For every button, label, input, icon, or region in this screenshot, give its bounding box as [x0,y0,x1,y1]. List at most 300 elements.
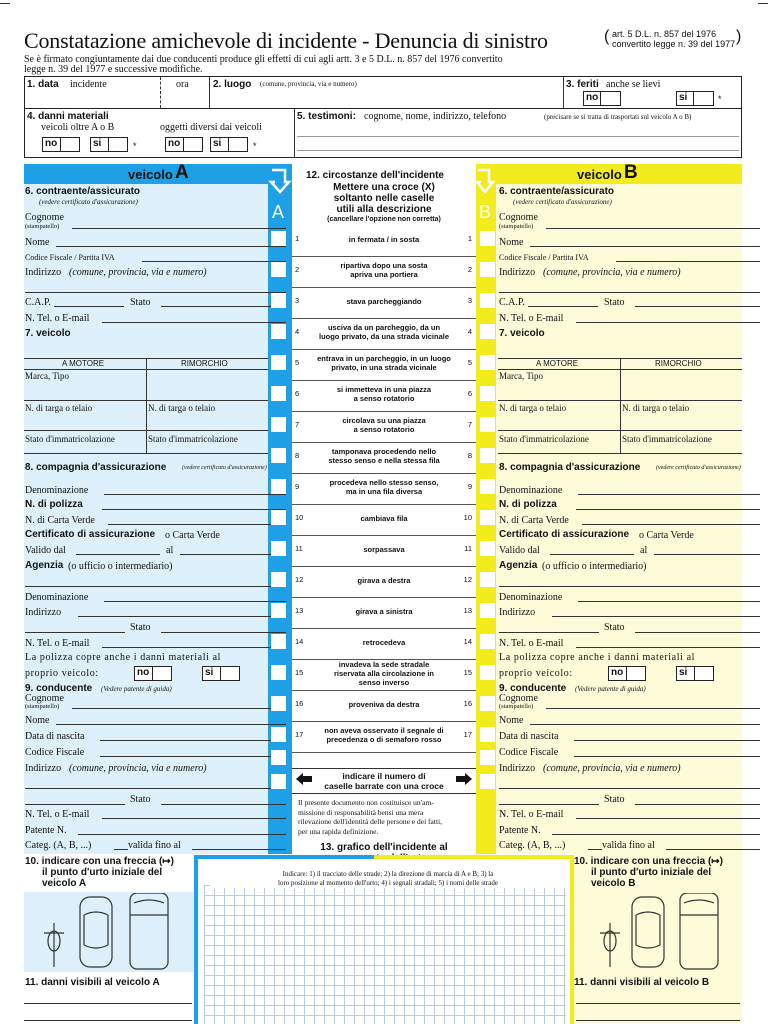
row-divider [498,430,742,431]
valido-dal-label: Valido dal [25,545,66,556]
veicoli-oltre-label: veicoli oltre A o B [41,122,115,133]
column-divider [146,358,147,453]
circumstance-line: usciva da un parcheggio, da un [327,323,441,332]
sketch-grid[interactable] [204,885,566,1024]
circumstance-6-b-checkbox[interactable] [480,386,495,401]
cap-label: C.A.P. [25,297,51,308]
circumstance-divider [292,504,476,505]
impact-b-label-1: 10. indicare con una freccia (↦) [574,856,723,867]
circumstance-8-b-checkbox[interactable] [480,448,495,463]
circumstance-10-b-checkbox[interactable] [480,510,495,525]
law-ref-1: art. 5 D.L. n. 857 del 1976 [612,29,717,39]
polizza-field[interactable] [576,509,760,510]
polizza-field[interactable] [102,509,286,510]
agenzia-denominazione-field[interactable] [578,601,760,602]
count-box-b[interactable] [480,774,495,789]
circumstance-number-b: 9 [467,482,472,491]
conducente-tel-label: N. Tel. o E-mail [499,809,564,820]
veicoli-si-box[interactable] [108,137,128,152]
sketch-hint [210,870,566,888]
no-label: no [586,92,599,103]
polizza-label: N. di polizza [499,499,557,510]
circumstance-5-b-checkbox[interactable] [480,355,495,370]
circumstance-number-a: 11 [295,544,303,553]
agenzia-indirizzo-field[interactable] [552,616,760,617]
agenzia-field[interactable] [499,586,760,587]
damage-b-line[interactable] [576,1003,740,1004]
copertura-si-box[interactable] [694,666,714,681]
conducente-hint: (Vedere patente di guida) [101,685,172,693]
categoria-field[interactable] [114,849,128,850]
damage-b-line[interactable] [576,1020,740,1021]
circumstance-17-b-checkbox[interactable] [480,727,495,742]
circumstance-number-a: 1 [295,234,300,243]
conducente-cf-label: Codice Fiscale [499,747,559,758]
luogo-divider [209,77,210,108]
circumstance-11-b-checkbox[interactable] [480,541,495,556]
circumstance-1-b-checkbox[interactable] [480,231,495,246]
circumstance-number-b: 5 [467,358,472,367]
circumstance-number-a: 2 [295,265,300,274]
circumstance-line: entrava in un parcheggio, in un luogo [317,354,451,363]
conducente-stato-label: Stato [604,794,625,805]
conducente-indirizzo-hint: (comune, provincia, via e numero) [543,763,681,774]
conducente-tel-field[interactable] [576,818,760,819]
denominazione-field[interactable] [578,494,760,495]
indirizzo-label: Indirizzo [25,267,62,278]
vehicle-a-bar-letter: A [272,202,285,222]
luogo-label: 2. luogo [213,79,252,90]
cognome-field[interactable] [72,228,286,229]
circumstance-line: non aveva osservato il segnale di [324,726,444,735]
agenzia-stato-field[interactable] [161,632,286,633]
circumstance-divider [292,535,476,536]
a-motore-header: A MOTORE [536,359,579,368]
no-label: no [137,667,150,678]
damage-b-label: 11. danni visibili al veicolo B [574,977,710,988]
circumstance-7-a-checkbox[interactable] [271,417,286,432]
circumstance-13-label [312,607,456,616]
indirizzo-field[interactable] [499,292,760,293]
circumstance-15-b-checkbox[interactable] [480,665,495,680]
circumstance-number-a: 16 [295,699,304,708]
conducente-cognome-field[interactable] [72,708,286,709]
circumstance-line: privato, in una strada vicinale [331,363,437,372]
feriti-si-box[interactable] [693,91,714,106]
agenzia-denominazione-label: Denominazione [499,592,563,603]
damage-a-label: 11. danni visibili al veicolo A [25,977,160,988]
cap-label: C.A.P. [499,297,525,308]
law-ref-2: convertito legge n. 39 del 1977 [612,39,736,49]
circumstance-divider [292,473,476,474]
testimoni-label: 5. testimoni: [297,111,356,122]
denominazione-label: Denominazione [25,485,89,496]
circumstance-divider [292,411,476,412]
conducente-indirizzo-field[interactable] [499,788,760,789]
circumstance-9-a-checkbox[interactable] [271,479,286,494]
stato-label: Stato [130,297,151,308]
rimorchio-header: RIMORCHIO [181,359,228,368]
circumstances-instructions [292,182,476,224]
circumstance-line: circolava su una piazza [342,416,426,425]
impact-a-label-3: veicolo A [42,878,87,889]
circumstance-13-b-checkbox[interactable] [480,603,495,618]
agenzia-stato-label: Stato [604,622,625,633]
data-nascita-field[interactable] [574,740,760,741]
circumstance-number-a: 9 [295,482,300,491]
circumstance-16-label [312,700,456,709]
circumstance-11-a-checkbox[interactable] [271,541,286,556]
circumstance-line: girava a destra [357,575,411,585]
conducente-stato-field[interactable] [161,804,286,805]
intro-line-1: Se è firmato congiuntamente dai due conducenti produce gli effetti di cui agli artt. 3 e 5 D.L. n. 857 del 1976 convertito [24,54,503,65]
immatricolazione-rimorchio-label: Stato d'immatricolazione [148,434,238,444]
circumstance-line: si immetteva in una piazza [336,385,432,394]
circumstance-number-a: 12 [295,575,304,584]
circumstance-17-a-checkbox[interactable] [271,727,286,742]
immatricolazione-rimorchio-label: Stato d'immatricolazione [622,434,712,444]
circumstance-8-label [312,447,456,465]
circumstance-17-label [312,726,456,744]
circumstance-11-label [312,545,456,554]
data-nascita-field[interactable] [100,740,286,741]
polizza-copre-label: La polizza copre anche i danni materiali al [499,652,695,663]
crop-mark [0,3,10,4]
si-label: si [679,667,688,678]
circumstance-divider [292,690,476,691]
conducente-title: 9. conducente [25,683,93,694]
nome-field[interactable] [56,246,286,247]
al-label: al [640,545,648,556]
circumstance-2-b-checkbox[interactable] [480,262,495,277]
legal-line: per una rapida definizione. [298,826,379,836]
contraente-hint: (vedere certificato d'assicurazione) [39,198,138,206]
agenzia-tel-label: N. Tel. o E-mail [25,638,90,649]
circumstance-line: stava parcheggiando [346,296,422,306]
targa-rimorchio-label: N. di targa o telaio [148,403,216,413]
marca-label: Marca, Tipo [25,371,70,381]
circumstance-6-label [312,385,456,403]
indirizzo-label: Indirizzo [499,267,536,278]
agenzia-stato-field[interactable] [635,632,760,633]
danni-materiali-label: 4. danni materiali [27,111,109,122]
conducente-cognome-field[interactable] [546,708,760,709]
agenzia-denominazione-field[interactable] [104,601,286,602]
si-label: si [679,92,688,103]
conducente-cf-field[interactable] [574,756,760,757]
conducente-stato-field[interactable] [635,804,760,805]
oggetti-si-box[interactable] [228,137,248,152]
agenzia-indirizzo-field[interactable] [78,616,286,617]
categoria-label: Categ. (A, B, ...) [25,840,92,851]
circumstance-extra-a-checkbox[interactable] [271,750,286,765]
targa-rimorchio-label: N. di targa o telaio [622,403,690,413]
circumstance-line: in fermata / in sosta [348,234,420,244]
marca-label: Marca, Tipo [499,371,544,381]
circumstance-number-a: 6 [295,389,300,398]
circumstance-line: luogo privato, da una strada vicinale [318,332,450,341]
circumstance-line: sorpassava [363,544,405,554]
rimorchio-header: RIMORCHIO [655,359,702,368]
circumstance-3-label [312,297,456,306]
data-nascita-label: Data di nascita [25,731,85,742]
circumstance-number-a: 10 [295,513,304,522]
damage-a-line[interactable] [24,1020,192,1021]
circumstance-divider [292,752,476,753]
agenzia-cap-field[interactable] [25,632,125,633]
copertura-no-box[interactable] [152,666,172,681]
circumstance-divider [292,597,476,598]
categoria-field[interactable] [588,849,602,850]
contraente-title: 6. contraente/assicurato [499,186,615,197]
codice-fiscale-field[interactable] [142,261,286,262]
conducente-indirizzo-label: Indirizzo [499,763,536,774]
indirizzo-hint: (comune, provincia, via e numero) [69,267,207,278]
veicolo-section-title: 7. veicolo [499,328,545,339]
conducente-cap-field[interactable] [25,804,125,805]
circumstance-extra-b-checkbox[interactable] [480,750,495,765]
circumstance-1-a-checkbox[interactable] [271,231,286,246]
circumstance-number-b: 11 [464,544,472,553]
cap-field[interactable] [528,306,598,307]
circumstance-line: stesso senso e nella stessa fila [328,456,440,465]
agenzia-indirizzo-label: Indirizzo [499,607,536,618]
circumstance-10-a-checkbox[interactable] [271,510,286,525]
testimoni-divider [294,109,295,157]
circumstance-number-b: 3 [467,296,472,305]
proprio-veicolo-label: proprio veicolo: [25,668,99,679]
cap-field[interactable] [54,306,124,307]
tel-field[interactable] [576,322,760,323]
circumstance-4-b-checkbox[interactable] [480,324,495,339]
circumstance-number-a: 7 [295,420,300,429]
circumstance-16-b-checkbox[interactable] [480,696,495,711]
circumstance-10-label [312,514,456,523]
circumstance-number-b: 12 [463,575,472,584]
circumstance-2-a-checkbox[interactable] [271,262,286,277]
star-note: * [718,94,722,104]
circumstance-line: invadeva la sede stradale [338,659,430,669]
patente-field[interactable] [552,834,760,835]
polizza-label: N. di polizza [25,499,83,510]
circumstance-14-a-checkbox[interactable] [271,634,286,649]
oggetti-diversi-label: oggetti diversi dai veicoli [160,122,262,133]
proprio-veicolo-label: proprio veicolo: [499,668,573,679]
testimoni-line[interactable] [297,136,739,137]
vehicle-b-bar-letter: B [479,202,492,222]
conducente-nome-label: Nome [499,715,524,726]
circumstance-6-a-checkbox[interactable] [271,386,286,401]
si-label: si [205,667,214,678]
valido-al-field[interactable] [654,554,760,555]
damage-a-line[interactable] [24,1003,192,1004]
count-label-line: indicare il numero di [342,771,426,781]
feriti-no-box[interactable] [600,91,621,106]
valida-label: valida fino al [602,840,655,851]
count-label-line: caselle barrate con una croce [324,781,444,791]
patente-field[interactable] [78,834,286,835]
conducente-nome-field[interactable] [530,724,760,725]
circumstance-8-a-checkbox[interactable] [271,448,286,463]
vehicle-silhouettes-b-icon [588,893,738,971]
vehicle-a-letter: A [175,162,189,183]
stato-field[interactable] [161,306,286,307]
veicolo-section-title: 7. veicolo [25,328,71,339]
conducente-indirizzo-label: Indirizzo [25,763,62,774]
no-label: no [45,138,58,149]
nome-field[interactable] [530,246,760,247]
agenzia-tel-field[interactable] [576,647,760,648]
circumstance-line: tamponava procedendo nello [331,447,437,456]
circumstance-13-a-checkbox[interactable] [271,603,286,618]
circumstance-number-b: 4 [467,327,472,336]
law-ref-paren-open: ( [604,28,610,45]
codice-fiscale-label: Codice Fiscale / Partita IVA [499,253,589,262]
circumstance-number-b: 1 [467,234,472,243]
intro-line-2: legge n. 39 del 1977 e successive modifiche. [24,64,203,75]
denominazione-field[interactable] [104,494,286,495]
circumstance-9-b-checkbox[interactable] [480,479,495,494]
circumstance-15-a-checkbox[interactable] [271,665,286,680]
nome-label: Nome [499,237,524,248]
agenzia-label: Agenzia [25,560,64,571]
patente-label: Patente N. [25,825,67,836]
oggetti-no-box[interactable] [183,137,203,152]
sketch-frame-top-b [374,855,574,859]
circumstance-1-label [312,235,456,244]
agenzia-cap-field[interactable] [499,632,599,633]
agenzia-indirizzo-label: Indirizzo [25,607,62,618]
circumstance-12-b-checkbox[interactable] [480,572,495,587]
circumstance-3-b-checkbox[interactable] [480,293,495,308]
conducente-cap-field[interactable] [499,804,599,805]
categoria-label: Categ. (A, B, ...) [499,840,566,851]
valida-field[interactable] [192,849,286,850]
circumstance-number-b: 10 [463,513,472,522]
sketch-hint-line: loro posizione al momento dell'urto; 4) i segnali stradali; 5) i nomi delle strade [278,879,498,887]
circumstance-line: ma in una fila diversa [345,487,423,496]
circumstance-12-a-checkbox[interactable] [271,572,286,587]
instruction-line: Mettere una croce (X) [333,182,435,193]
stato-field[interactable] [635,306,760,307]
circumstance-line: retrocedeva [362,637,406,647]
si-label: si [93,138,102,149]
carta-verde-field[interactable] [582,524,760,525]
circumstance-16-a-checkbox[interactable] [271,696,286,711]
circumstance-7-b-checkbox[interactable] [480,417,495,432]
instruction-line: utili alla descrizione [336,204,432,215]
circumstance-number-b: 13 [463,606,472,615]
conducente-cf-field[interactable] [100,756,286,757]
copertura-si-box[interactable] [220,666,240,681]
star-note: * [253,141,257,151]
tel-label: N. Tel. o E-mail [25,313,90,324]
circumstances-title: 12. circostanze dell'incidente [306,170,444,181]
luogo-hint: (comune, provincia, via e numero) [260,80,357,88]
count-box-a[interactable] [271,774,286,789]
no-label: no [611,667,624,678]
tel-field[interactable] [102,322,286,323]
circumstance-9-label [312,478,456,496]
targa-motore-label: N. di targa o telaio [25,403,93,413]
circumstance-line: senso inverso [358,677,410,687]
si-label: si [213,138,222,149]
cognome-label: Cognome [499,212,538,223]
circumstance-number-a: 13 [295,606,304,615]
circumstance-number-b: 16 [463,699,472,708]
impact-a-label-2: il punto d'urto iniziale del [42,867,163,878]
cognome-label: Cognome [25,212,64,223]
circumstance-12-label [312,576,456,585]
row-divider [498,453,742,454]
conducente-indirizzo-field[interactable] [25,788,286,789]
valida-field[interactable] [666,849,760,850]
immatricolazione-motore-label: Stato d'immatricolazione [25,434,115,444]
circumstance-divider [292,566,476,567]
vehicle-b-letter: B [624,162,638,183]
circumstance-3-a-checkbox[interactable] [271,293,286,308]
circumstance-number-a: 4 [295,327,300,336]
circumstance-7-label [312,416,456,434]
agenzia-denominazione-label: Denominazione [25,592,89,603]
cognome-field[interactable] [546,228,760,229]
veicoli-no-box[interactable] [60,137,80,152]
valido-dal-field[interactable] [76,554,160,555]
circumstance-4-a-checkbox[interactable] [271,324,286,339]
circumstance-number-b: 2 [467,265,472,274]
circumstance-number-b: 8 [467,451,472,460]
circumstance-number-a: 3 [295,296,300,305]
circumstance-line: riservata alla circolazione in [333,668,435,678]
agenzia-tel-field[interactable] [102,647,286,648]
circumstance-divider [292,349,476,350]
copertura-no-box[interactable] [626,666,646,681]
row-divider [24,453,268,454]
conducente-nome-field[interactable] [56,724,286,725]
codice-fiscale-field[interactable] [616,261,760,262]
contraente-hint: (vedere certificato d'assicurazione) [513,198,612,206]
vehicle-silhouettes-a-icon [40,893,190,971]
vehicle-a-title: veicolo [128,167,173,182]
arrow-down-a-icon [268,168,292,196]
conducente-indirizzo-hint: (comune, provincia, via e numero) [69,763,207,774]
compagnia-hint: (vedere certificato d'assicurazione) [656,465,741,471]
agenzia-field[interactable] [25,586,286,587]
compagnia-title: 8. compagnia d'assicurazione [499,462,641,473]
circumstance-5-a-checkbox[interactable] [271,355,286,370]
circumstance-14-b-checkbox[interactable] [480,634,495,649]
row-divider [498,400,742,401]
compagnia-hint: (vedere certificato d'assicurazione) [182,465,267,471]
circumstance-line: ripartiva dopo una sosta [340,261,428,270]
circumstance-number-b: 15 [463,668,472,677]
testimoni-line[interactable] [297,150,739,151]
conducente-tel-field[interactable] [102,818,286,819]
nome-label: Nome [25,237,50,248]
circumstance-divider [292,721,476,722]
valido-dal-field[interactable] [550,554,634,555]
impact-b-label-2: il punto d'urto iniziale del [591,867,712,878]
circumstance-number-a: 8 [295,451,300,460]
carta-verde-field[interactable] [108,524,286,525]
row-divider [24,430,268,431]
arrow-down-b-icon [476,168,500,196]
circumstance-line: apriva una portiera [350,270,418,279]
indirizzo-field[interactable] [25,292,286,293]
legal-line: rilevazione dell'identità delle persone e dei fatti, [298,817,442,826]
circumstance-divider [292,256,476,257]
circumstance-line: proveniva da destra [348,699,420,709]
